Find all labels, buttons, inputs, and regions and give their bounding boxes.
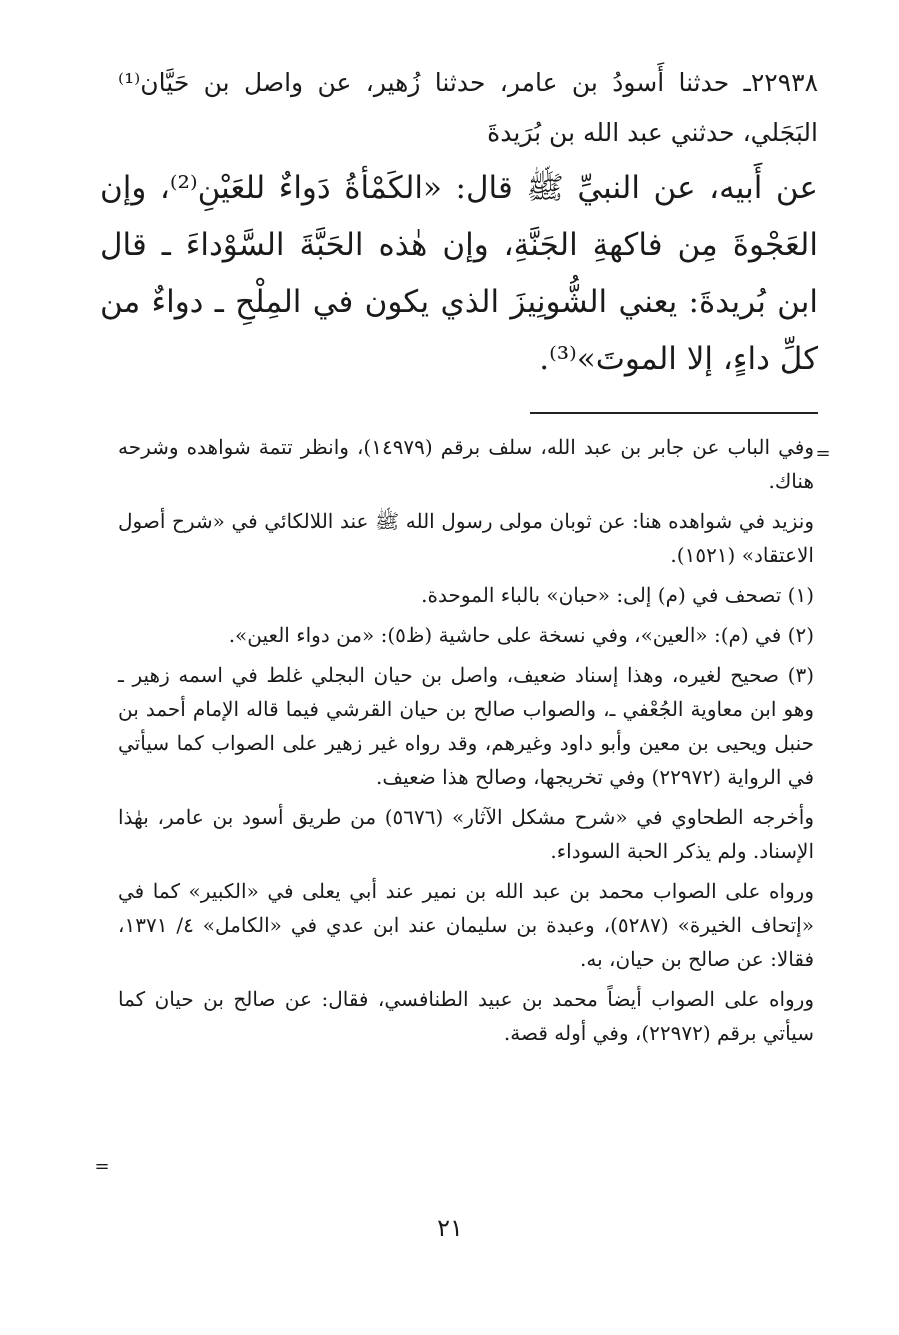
footnote-paragraph: ورواه على الصواب محمد بن عبد الله بن نمير عند أبي يعلى في «الكبير» كما في «إتحاف الخيرة» (٥٢٨٧)، وعبدة بن سليمان عند ابن عدي في «الكامل» ٤/ ١٣٧١، فقالا: عن صالح بن حيان، به. (118, 879, 814, 971)
footnote-separator-rule (530, 412, 818, 414)
continuation-marker-bottom: = (94, 1156, 110, 1177)
footnotes-section (118, 430, 814, 1056)
hadith-text: عن أَبيه، عن النبيِّ ﷺ قال: «الكَمْأةُ دَواءٌ للعَيْنِ⁽²⁾، وإن العَجْوةَ مِن فاكهةِ الجَنَّةِ، وإن هٰذه الحَبَّةَ السَّوْداءَ ـ قال ابن بُريدةَ: يعني الشُّونِيزَ الذي يكون في المِلْحِ ـ دواءٌ من كلِّ داءٍ، إلا الموتَ»⁽³⁾. (100, 170, 818, 377)
footnote-paragraph: وفي الباب عن جابر بن عبد الله، سلف برقم (١٤٩٧٩)، وانظر تتمة شواهده وشرحه هناك. (118, 435, 814, 493)
footnote-paragraph: ونزيد في شواهده هنا: عن ثوبان مولى رسول الله ﷺ عند اللالكائي في «شرح أصول الاعتقاد» (١٥٢١). (118, 509, 814, 567)
hadith-chain-of-narration: ٢٢٩٣٨ـ حدثنا أَسودُ بن عامر، حدثنا زُهير، عن واصل بن حَيَّان⁽¹⁾ البَجَلي، حدثني عبد الله بن بُرَيدةَ (118, 68, 818, 147)
footnote-1: (١) تصحف في (م) إلى: «حبان» بالباء الموحدة. (421, 583, 814, 607)
footnote-3: (٣) صحيح لغيره، وهذا إسناد ضعيف، واصل بن حيان البجلي غلط في اسمه زهير ـ وهو ابن معاوية الجُعْفي ـ، والصواب صالح بن حيان القرشي فيما قاله الإمام أحمد بن حنبل ويحيى بن معين وأبو داود وغيرهم، وقد رواه غير زهير على الصواب كما سيأتي في الرواية (٢٢٩٧٢) وفي تخريجها، وصالح هذا ضعيف. (118, 663, 814, 789)
footnote-paragraph: وأخرجه الطحاوي في «شرح مشكل الآثار» (٥٦٧٦) من طريق أسود بن عامر، بهٰذا الإسناد. ولم يذكر الحبة السوداء. (118, 805, 815, 863)
page-number: ٢١ (437, 1214, 463, 1242)
footnote-2: (٢) في (م): «العين»، وفي نسخة على حاشية (ظ٥): «من دواء العين». (228, 623, 814, 647)
footnote-paragraph: ورواه على الصواب أيضاً محمد بن عبيد الطنافسي، فقال: عن صالح بن حيان كما سيأتي برقم (٢٢٩٧٢)، وفي أوله قصة. (118, 987, 814, 1045)
continuation-marker-top: = (815, 443, 831, 464)
